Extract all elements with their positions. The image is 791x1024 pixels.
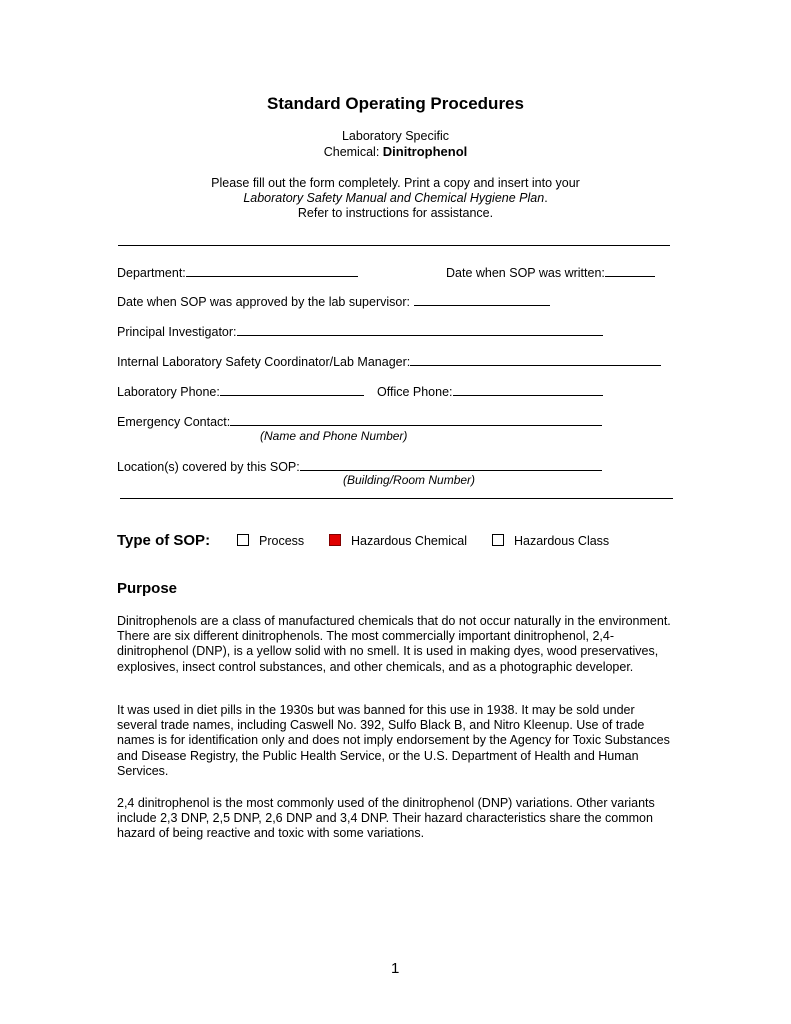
date-written-field[interactable] <box>446 265 655 280</box>
sop-type-label: Type of SOP: <box>117 532 211 549</box>
checkbox-process[interactable] <box>237 534 249 546</box>
department-label: Department: <box>117 266 186 280</box>
locations-label: Location(s) covered by this SOP: <box>117 460 300 474</box>
document-title: Standard Operating Procedures <box>267 94 524 113</box>
page-number: 1 <box>391 960 400 977</box>
department-field[interactable] <box>117 265 358 280</box>
sop-option-process-label: Process <box>259 534 305 548</box>
locations-field[interactable] <box>117 459 602 474</box>
checkbox-hazardous-chemical[interactable] <box>329 534 341 546</box>
office-phone-field[interactable] <box>377 384 603 399</box>
chemical-line <box>0 144 791 159</box>
coordinator-field[interactable] <box>117 354 661 369</box>
chemical-label: Chemical: <box>323 145 380 159</box>
sop-option-process[interactable] <box>237 534 304 548</box>
bottom-divider <box>120 498 673 499</box>
locations-blank[interactable] <box>300 459 602 471</box>
purpose-paragraph-3: 2,4 dinitrophenol is the most commonly used of the dinitrophenol (DNP) variations. Other variants include 2,3 DNP, 2,5 DNP, 2,6 DNP and 3,4 DNP. Their hazard characteristics share the common hazard of being reactive and toxic with some variations. <box>117 796 655 841</box>
date-written-blank[interactable] <box>605 265 655 277</box>
date-approved-field[interactable] <box>117 294 550 309</box>
date-approved-label: Date when SOP was approved by the lab supervisor: <box>117 295 410 309</box>
pi-label: Principal Investigator: <box>117 325 237 339</box>
lab-phone-field[interactable] <box>117 384 364 399</box>
chemical-name: Dinitrophenol <box>382 144 468 159</box>
sop-option-hazardous-class[interactable] <box>492 534 609 548</box>
lab-specific-label: Laboratory Specific <box>341 129 449 143</box>
manual-title: Laboratory Safety Manual and Chemical Hygiene Plan <box>243 191 545 205</box>
emergency-label: Emergency Contact: <box>117 415 231 429</box>
checkbox-hazardous-class[interactable] <box>492 534 504 546</box>
pi-field[interactable] <box>117 324 603 339</box>
instructions-line-1: Please fill out the form completely. Print a copy and insert into your <box>211 176 580 190</box>
department-blank[interactable] <box>186 265 358 277</box>
pi-blank[interactable] <box>237 324 603 336</box>
lab-phone-label: Laboratory Phone: <box>117 385 220 399</box>
coordinator-blank[interactable] <box>410 354 661 366</box>
sop-option-hazardous-chemical-label: Hazardous Chemical <box>351 534 468 548</box>
sop-option-hazardous-class-label: Hazardous Class <box>514 534 610 548</box>
instructions-line-3: Refer to instructions for assistance. <box>297 206 494 220</box>
coordinator-label: Internal Laboratory Safety Coordinator/Lab Manager: <box>117 355 411 369</box>
lab-phone-blank[interactable] <box>220 384 364 396</box>
emergency-blank[interactable] <box>230 414 602 426</box>
purpose-paragraph-2: It was used in diet pills in the 1930s but was banned for this use in 1938. It may be sold under several trade names, including Caswell No. 392, Sulfo Black B, and Nitro Kleenup. Use of trade names is for identification only and does not imply endorsement by the Agency for Toxic Substances and Disease Registry, the Public Health Service, or the U.S. Department of Health and Human Services. <box>117 703 670 778</box>
locations-hint: (Building/Room Number) <box>343 473 476 487</box>
sop-option-hazardous-chemical[interactable] <box>329 534 467 548</box>
purpose-paragraph-1: Dinitrophenols are a class of manufactured chemicals that do not occur naturally in the environment. There are six different dinitrophenols. The most commercially important dinitrophenol, 2,4-dinitrophenol (DNP), is a yellow solid with no smell. It is used in making dyes, wood preservatives, explosives, insect control substances, and other chemicals, and as a photographic developer. <box>117 614 671 674</box>
emergency-hint: (Name and Phone Number) <box>260 429 408 443</box>
manual-title-period: . <box>544 191 548 205</box>
date-written-label: Date when SOP was written: <box>446 266 605 280</box>
top-divider <box>118 245 670 246</box>
office-phone-blank[interactable] <box>453 384 603 396</box>
purpose-heading: Purpose <box>117 580 178 597</box>
instructions-line-2 <box>0 191 791 205</box>
date-approved-blank[interactable] <box>414 294 550 306</box>
office-phone-label: Office Phone: <box>377 385 453 399</box>
emergency-field[interactable] <box>117 414 602 429</box>
